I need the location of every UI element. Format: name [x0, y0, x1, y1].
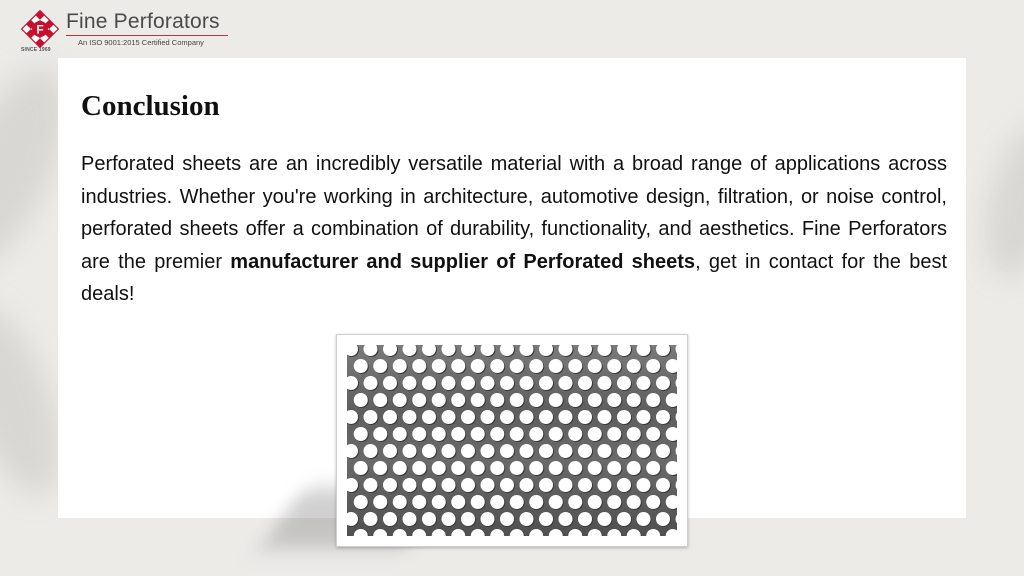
perforation-hole: [676, 345, 678, 356]
perforation-hole: [588, 461, 602, 475]
perforation-hole: [627, 495, 641, 509]
perforation-hole: [627, 359, 641, 373]
perforation-hole: [432, 359, 446, 373]
perforation-hole: [549, 359, 563, 373]
perforation-hole: [529, 529, 543, 536]
perforation-hole: [666, 359, 677, 373]
perforation-hole: [354, 359, 368, 373]
perforation-hole: [510, 393, 524, 407]
perforation-hole: [393, 359, 407, 373]
perforation-hole: [646, 427, 660, 441]
perforation-hole: [451, 393, 465, 407]
perforation-hole: [607, 529, 621, 536]
perforation-hole: [588, 495, 602, 509]
perforation-hole: [637, 478, 651, 492]
perforation-hole: [422, 410, 436, 424]
perforation-hole: [442, 478, 456, 492]
perforation-hole: [451, 495, 465, 509]
perforation-hole: [432, 461, 446, 475]
paragraph-text-start: Perforated sheets are an incredibly versatile material with a broad range of applications across industries. Whether you're working in architecture, automotive design, filtration, or noise control, perforated sheets offer a combination of durability, functionality, and aesthetics. Fine Perforators are the premier: [81, 153, 947, 273]
perforation-hole: [471, 461, 485, 475]
perforation-hole: [471, 393, 485, 407]
perforation-hole: [529, 359, 543, 373]
perforation-hole: [393, 495, 407, 509]
perforation-hole: [354, 529, 368, 536]
perforation-hole: [568, 495, 582, 509]
perforation-hole: [422, 512, 436, 526]
perforation-hole: [559, 444, 573, 458]
logo-divider: [66, 35, 228, 36]
perforation-hole: [598, 512, 612, 526]
perforation-hole: [500, 512, 514, 526]
perforation-hole: [500, 478, 514, 492]
perforation-hole: [520, 478, 534, 492]
perforation-hole: [529, 461, 543, 475]
perforation-hole: [559, 376, 573, 390]
perforation-hole: [656, 376, 670, 390]
perforation-hole: [403, 410, 417, 424]
perforation-hole: [364, 444, 378, 458]
perforation-hole: [393, 461, 407, 475]
perforation-hole: [500, 376, 514, 390]
perforation-hole: [549, 461, 563, 475]
perforation-hole: [481, 376, 495, 390]
perforation-hole: [510, 529, 524, 536]
perforation-hole: [481, 512, 495, 526]
perforated-sheet-metal: [347, 345, 677, 536]
perforation-hole: [412, 461, 426, 475]
perforation-hole: [490, 427, 504, 441]
logo-diamond-icon: [20, 10, 60, 56]
perforation-hole: [373, 359, 387, 373]
perforation-hole: [666, 393, 677, 407]
perforation-hole: [559, 478, 573, 492]
perforation-hole: [403, 478, 417, 492]
perforation-hole: [617, 376, 631, 390]
perforation-hole: [451, 427, 465, 441]
perforation-hole: [627, 393, 641, 407]
perforation-hole: [646, 359, 660, 373]
perforation-hole: [607, 359, 621, 373]
perforation-hole: [500, 410, 514, 424]
slide-heading: Conclusion: [81, 90, 220, 122]
perforation-hole: [490, 359, 504, 373]
perforation-hole: [442, 512, 456, 526]
perforation-hole: [578, 512, 592, 526]
perforation-hole: [588, 427, 602, 441]
perforation-hole: [549, 427, 563, 441]
perforation-hole: [549, 529, 563, 536]
perforation-hole: [393, 393, 407, 407]
perforation-hole: [471, 359, 485, 373]
perforation-hole: [607, 393, 621, 407]
perforation-hole: [422, 444, 436, 458]
perforation-hole: [637, 512, 651, 526]
perforation-hole: [607, 427, 621, 441]
perforation-hole: [559, 410, 573, 424]
perforation-hole: [354, 393, 368, 407]
perforation-hole: [520, 444, 534, 458]
perforation-hole: [461, 444, 475, 458]
perforation-hole: [451, 359, 465, 373]
perforation-hole: [529, 427, 543, 441]
perforation-hole: [598, 410, 612, 424]
perforation-hole: [412, 495, 426, 509]
perforation-hole: [627, 529, 641, 536]
perforation-hole: [666, 461, 677, 475]
paragraph-text-end: , get in contact for the best deals!: [81, 250, 947, 305]
perforation-hole: [588, 393, 602, 407]
perforation-hole: [627, 427, 641, 441]
perforation-hole: [520, 376, 534, 390]
perforation-hole: [617, 410, 631, 424]
perforation-hole: [490, 529, 504, 536]
perforation-hole: [676, 376, 678, 390]
perforation-hole: [461, 478, 475, 492]
perforation-hole: [403, 444, 417, 458]
perforation-hole: [617, 444, 631, 458]
perforation-hole: [490, 461, 504, 475]
perforation-hole: [656, 478, 670, 492]
perforation-hole: [656, 444, 670, 458]
perforation-hole: [646, 461, 660, 475]
perforation-hole: [403, 512, 417, 526]
perforation-hole: [598, 478, 612, 492]
perforation-hole: [676, 410, 678, 424]
perforation-hole: [412, 359, 426, 373]
perforation-hole: [364, 410, 378, 424]
perforation-hole: [364, 512, 378, 526]
perforation-hole: [461, 376, 475, 390]
perforation-hole: [442, 444, 456, 458]
perforation-hole: [422, 478, 436, 492]
background-leaf-shadow: [970, 114, 1024, 287]
perforation-hole: [471, 495, 485, 509]
perforation-hole: [403, 376, 417, 390]
perforation-hole: [646, 529, 660, 536]
perforation-hole: [510, 427, 524, 441]
perforation-hole: [578, 376, 592, 390]
perforation-hole: [666, 427, 677, 441]
perforation-hole: [354, 427, 368, 441]
perforation-hole: [383, 444, 397, 458]
perforation-hole: [637, 410, 651, 424]
perforation-hole: [354, 461, 368, 475]
perforation-hole: [568, 461, 582, 475]
perforation-hole: [432, 529, 446, 536]
perforation-hole: [412, 529, 426, 536]
perforation-hole: [676, 512, 678, 526]
perforation-hole: [412, 427, 426, 441]
perforation-hole: [539, 410, 553, 424]
perforation-hole: [510, 461, 524, 475]
perforation-hole: [539, 478, 553, 492]
perforation-hole: [500, 444, 514, 458]
brand-name: Fine Perforators: [66, 10, 220, 33]
perforation-hole: [432, 495, 446, 509]
perforation-hole: [471, 529, 485, 536]
perforation-hole: [490, 393, 504, 407]
perforation-hole: [383, 478, 397, 492]
perforation-hole: [598, 444, 612, 458]
perforation-hole: [364, 376, 378, 390]
perforation-hole: [646, 495, 660, 509]
perforation-hole: [471, 427, 485, 441]
perforation-hole: [520, 410, 534, 424]
perforation-hole: [568, 393, 582, 407]
perforation-hole: [578, 478, 592, 492]
perforation-hole: [383, 512, 397, 526]
perforation-hole: [461, 512, 475, 526]
perforation-hole: [354, 495, 368, 509]
brand-logo[interactable]: [20, 10, 228, 56]
perforation-hole: [461, 410, 475, 424]
perforation-hole: [393, 427, 407, 441]
logo-since-text: SINCE 1969: [21, 47, 51, 53]
perforation-hole: [568, 529, 582, 536]
perforation-hole: [432, 393, 446, 407]
perforation-hole: [451, 461, 465, 475]
perforation-hole: [442, 410, 456, 424]
perforation-hole: [432, 427, 446, 441]
perforation-hole: [607, 495, 621, 509]
perforation-hole: [510, 359, 524, 373]
perforation-hole: [539, 444, 553, 458]
paragraph-bold-link-text: manufacturer and supplier of Perforated sheets: [230, 250, 696, 273]
perforation-hole: [539, 512, 553, 526]
logo-letter: F: [36, 22, 44, 37]
perforation-hole: [529, 393, 543, 407]
perforation-hole: [666, 495, 677, 509]
perforation-hole: [578, 444, 592, 458]
perforation-hole: [588, 359, 602, 373]
perforation-pattern: [347, 345, 677, 536]
perforation-hole: [588, 529, 602, 536]
perforation-hole: [637, 444, 651, 458]
perforation-hole: [422, 376, 436, 390]
perforation-hole: [646, 393, 660, 407]
brand-tagline: An ISO 9001:2015 Certified Company: [78, 38, 204, 47]
perforation-hole: [637, 376, 651, 390]
perforation-hole: [383, 376, 397, 390]
perforation-hole: [383, 410, 397, 424]
perforation-hole: [656, 410, 670, 424]
perforation-hole: [373, 393, 387, 407]
perforation-hole: [373, 427, 387, 441]
perforation-hole: [656, 512, 670, 526]
perforation-hole: [617, 478, 631, 492]
perforation-hole: [607, 461, 621, 475]
perforation-hole: [481, 478, 495, 492]
perforation-hole: [627, 461, 641, 475]
perforation-hole: [549, 393, 563, 407]
perforation-hole: [481, 444, 495, 458]
perforation-hole: [373, 461, 387, 475]
perforation-hole: [617, 512, 631, 526]
perforated-sheet-image: [336, 334, 688, 547]
perforation-hole: [529, 495, 543, 509]
perforation-hole: [568, 427, 582, 441]
perforation-hole: [568, 359, 582, 373]
slide-paragraph: [81, 148, 947, 311]
perforation-hole: [373, 529, 387, 536]
perforation-hole: [373, 495, 387, 509]
perforation-hole: [520, 512, 534, 526]
perforation-hole: [559, 512, 573, 526]
perforation-hole: [676, 444, 678, 458]
perforation-hole: [393, 529, 407, 536]
perforation-hole: [510, 495, 524, 509]
perforation-hole: [451, 529, 465, 536]
perforation-hole: [539, 376, 553, 390]
perforation-hole: [481, 410, 495, 424]
perforation-hole: [578, 410, 592, 424]
perforation-hole: [490, 495, 504, 509]
perforation-hole: [676, 478, 678, 492]
perforation-hole: [364, 478, 378, 492]
perforation-hole: [549, 495, 563, 509]
perforation-hole: [598, 376, 612, 390]
perforation-hole: [666, 529, 677, 536]
perforation-hole: [442, 376, 456, 390]
perforation-hole: [412, 393, 426, 407]
